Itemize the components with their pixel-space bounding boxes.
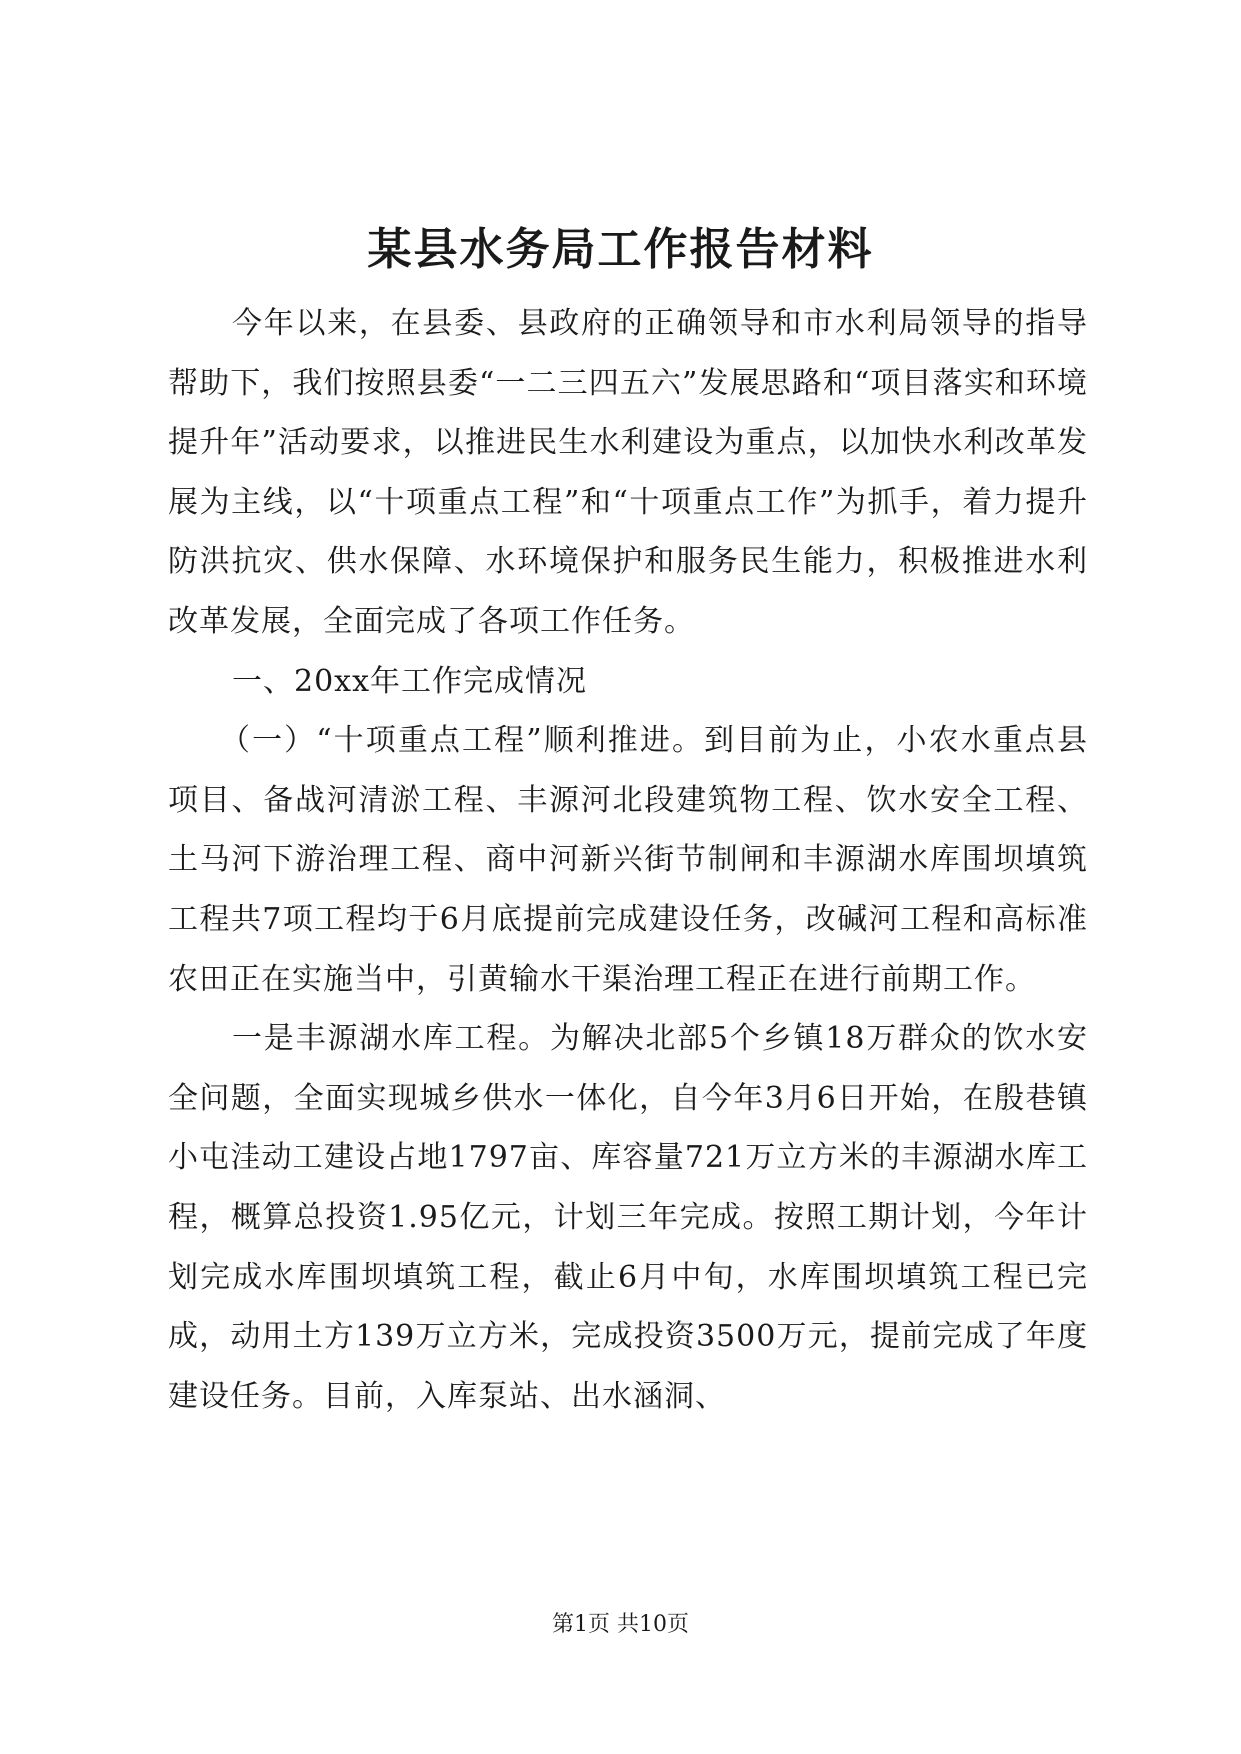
page-number-footer: 第1页 共10页 — [552, 1612, 689, 1637]
intro-paragraph: 今年以来，在县委、县政府的正确领导和市水利局领导的指导帮助下，我们按照县委“一二三四五六”发展思路和“项目落实和环境提升年”活动要求，以推进民生水利建设为重点，以加快水利改革发展为主线，以“十项重点工程”和“十项重点工作”为抓手，着力提升防洪抗灾、供水保障、水环境保护和服务民生能力，积极推进水利改革发展，全面完成了各项工作任务。 — [168, 306, 1088, 639]
section-heading: 一、20xx年工作完成情况 — [232, 663, 588, 699]
subsection-paragraph: （一）“十项重点工程”顺利推进。到目前为止，小农水重点县项目、备战河清淤工程、丰源河北段建筑物工程、饮水安全工程、土马河下游治理工程、商中河新兴街节制闸和丰源湖水库围坝填筑工程共7项工程均于6月底提前完成建设任务，改碱河工程和高标准农田正在实施当中，引黄输水干渠治理工程正在进行前期工作。 — [168, 723, 1088, 997]
document-body — [168, 294, 1088, 1426]
document-title: 某县水务局工作报告材料 — [367, 224, 874, 275]
project-paragraph: 一是丰源湖水库工程。为解决北部5个乡镇18万群众的饮水安全问题，全面实现城乡供水一体化，自今年3月6日开始，在殷巷镇小屯洼动工建设占地1797亩、库容量721万立方米的丰源湖水库工程，概算总投资1.95亿元，计划三年完成。按照工期计划，今年计划完成水库围坝填筑工程，截止6月中旬，水库围坝填筑工程已完成，动用土方139万立方米，完成投资3500万元，提前完成了年度建设任务。目前，入库泵站、出水涵洞、 — [168, 1021, 1088, 1414]
